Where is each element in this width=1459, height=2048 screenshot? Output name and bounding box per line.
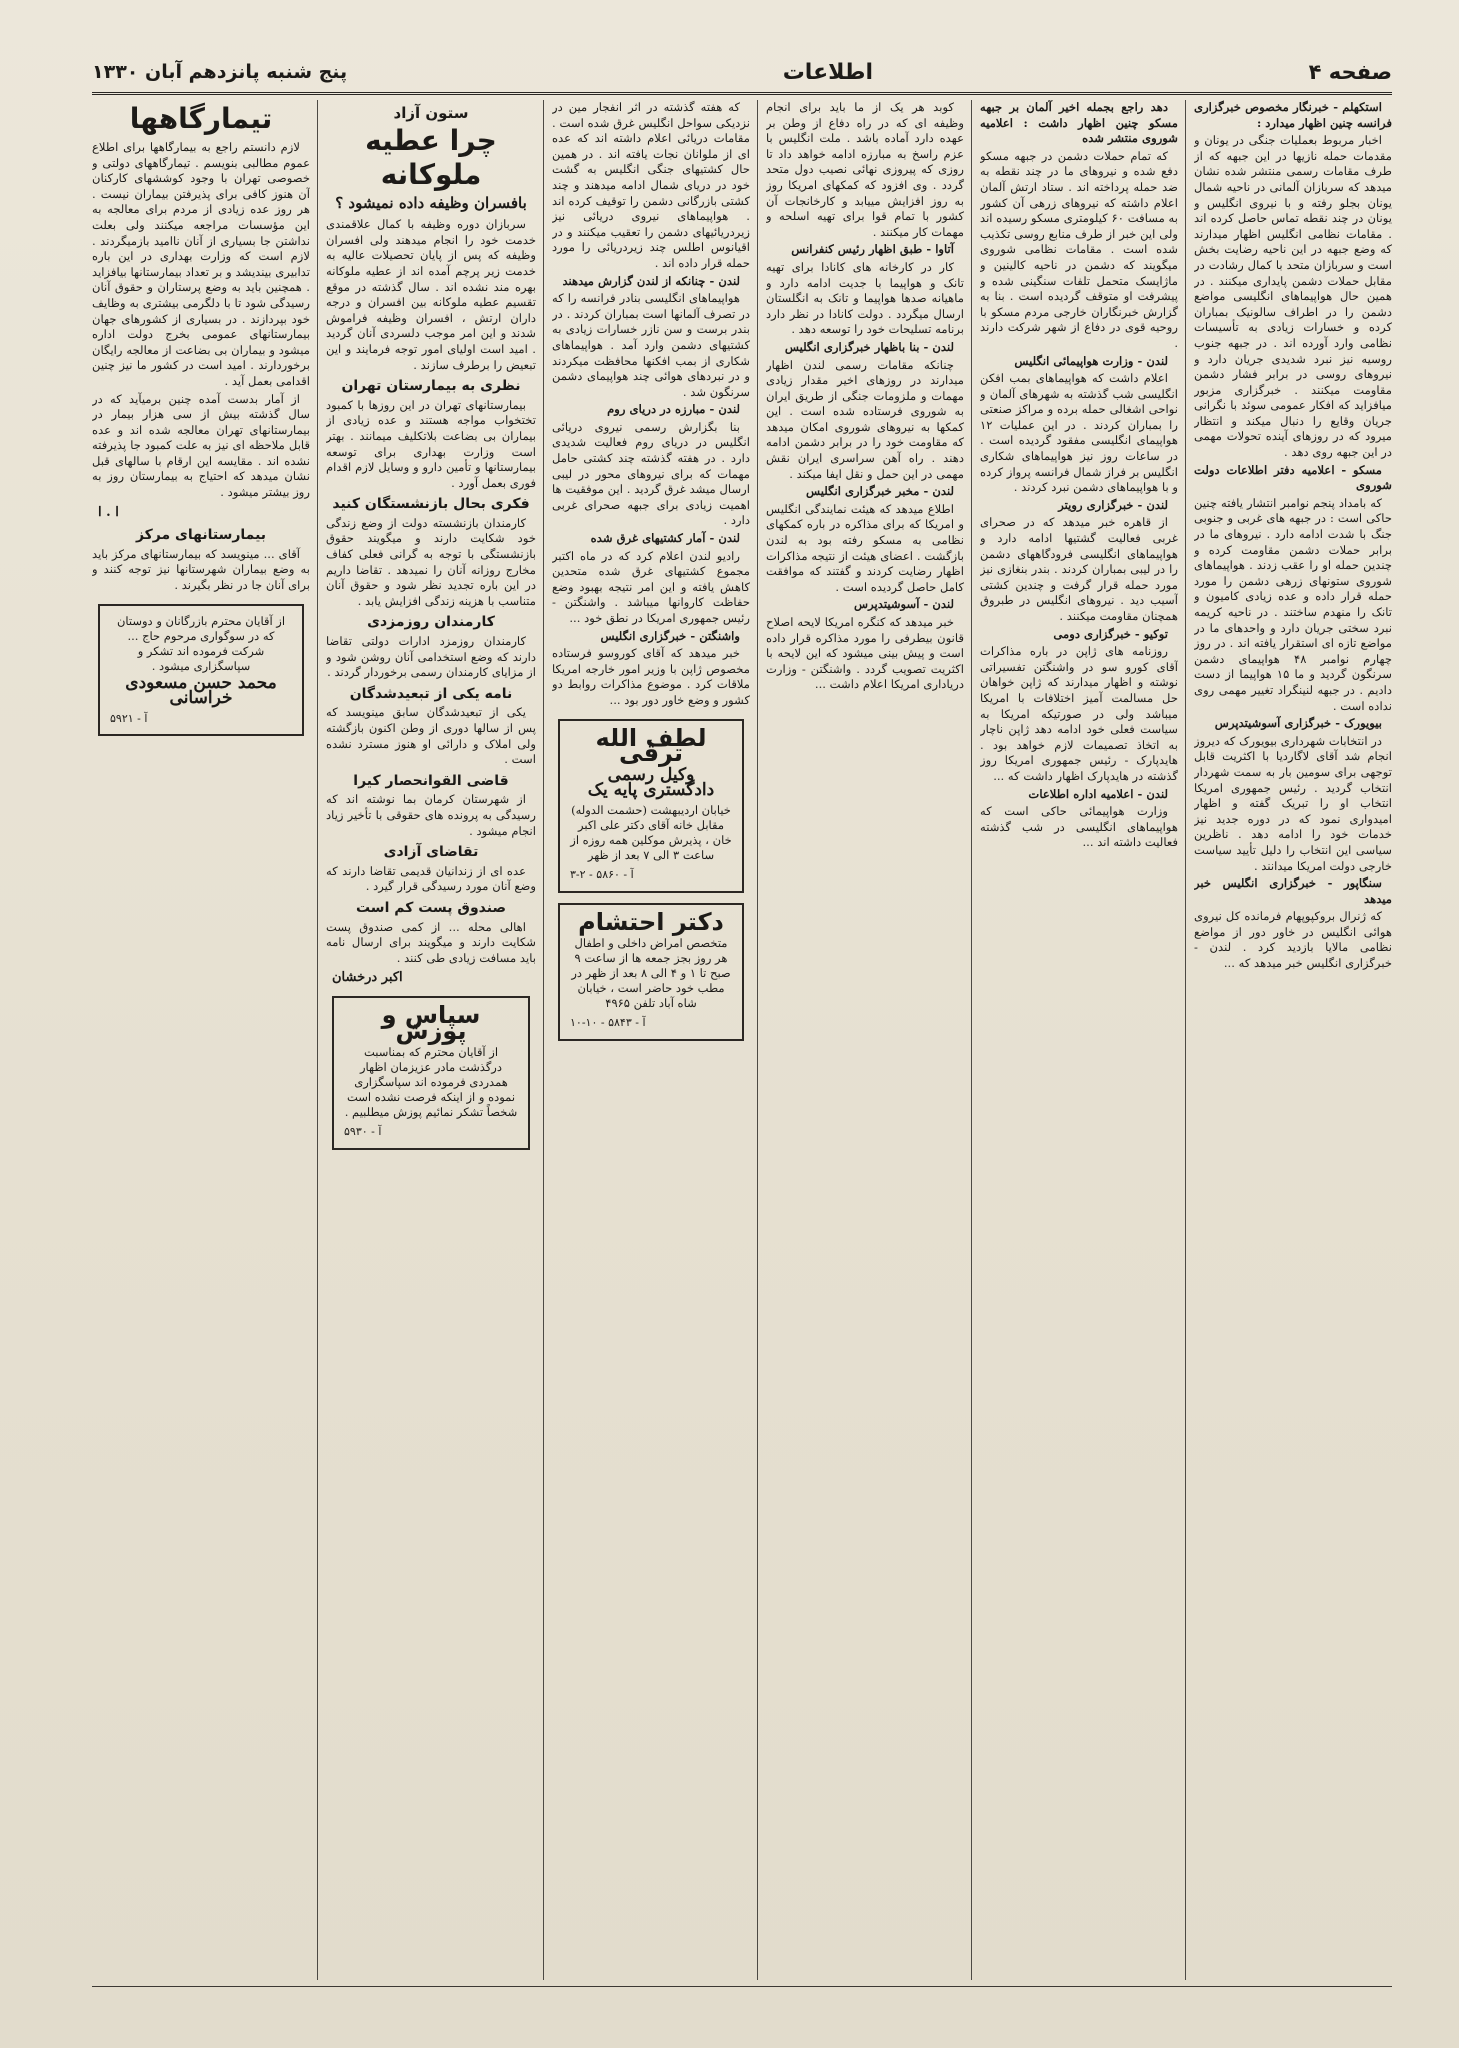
ad-reference: آ - ۵۸۶۰ - ۲-۳	[570, 867, 634, 881]
ad-reference: آ - ۵۹۳۰	[344, 1125, 382, 1139]
section-kicker: واشنگتن - خبرگزاری انگلیس	[600, 628, 740, 643]
lawyer-advertisement	[558, 719, 744, 893]
column-6	[92, 100, 310, 1980]
section-kicker: آتاوا - طبق اظهار رئیس کنفرانس	[791, 242, 954, 257]
section-body: که ژنرال بروکپوپهام فرمانده کل نیروی هوائی انگلیس در خاور دور از مواضع نظامی مالایا بازدید کرد . لندن - خبرگزاری انگلیس خبر میدهد که ...	[1194, 909, 1392, 971]
section-body: عده ای از زندانیان قدیمی تقاضا دارند که وضع آنان مورد رسیدگی قرار گیرد .	[326, 863, 536, 894]
section-heading: صندوق پست کم است	[355, 899, 506, 916]
ad-reference: آ - ۵۹۲۱	[110, 711, 148, 725]
section-body: چنانکه مقامات رسمی لندن اظهار میدارند در روزهای اخیر مقدار زیادی مهمات و ملزومات جنگی از طریق ایران به شوروی فرستاده شده است . این کمکها به نیروهای شوروی امکان میدهد که مقاومت خود را در برابر دشمن ادامه دهند . راه آهن سراسری ایران نقش مهمی در این حمل و نقل ایفا میکند .	[766, 357, 964, 481]
ad-body: متخصص امراض داخلی و اطفال هر روز بجز جمعه ها از ساعت ۹ صبح تا ۱ و ۴ الی ۸ بعد از ظهر در مطب خود حاضر است ، خیابان شاه آباد تلفن ۴۹۶۵	[571, 936, 731, 1011]
ad-title: لطف الله ترقی	[595, 723, 707, 768]
headline: تیمارگاهها	[129, 102, 273, 135]
section-body: در انتخابات شهرداری بیویورک که دیروز انجام شد آقای لاگاردیا با اکثریت قابل توجهی برای سومین بار به سمت شهردار انتخاب گردید . رئیس جمهوری امریکا انتخاب او را تبریک گفته و اظهار امیدواری نمود که در دوره جدید نیز خدمات خود را ادامه دهد . ناظرین سیاسی این انتخاب را دلیل تأیید سیاست خارجی دولت امریکا میدانند .	[1194, 733, 1392, 873]
section-kicker: لندن - آسوشیتدپرس	[853, 597, 954, 612]
section-kicker: سنگاپور - خبرگزاری انگلیس خبر میدهد	[1194, 876, 1392, 906]
section-body: وزارت هواپیمائی حاکی است که هواپیماهای انگلیسی در شب گذشته فعالیت داشته اند ...	[980, 804, 1178, 850]
section-kicker: لندن - مبارزه در دریای روم	[607, 402, 740, 417]
ad-signature: محمد حسن مسعودی خراسانی	[125, 672, 277, 709]
ad-title: دکتر احتشام	[578, 907, 724, 936]
section-body: خبر میدهد که آقای کوروسو فرستاده مخصوص ژاپن با وزیر امور خارجه امریکا ملاقات کرد . موضوع مذاکرات روابط دو کشور و وضع خاور دور بود ...	[552, 646, 750, 707]
section-kicker: لندن - بنا باظهار خبرگزاری انگلیس	[784, 339, 954, 354]
article-body: از آمار بدست آمده چنین برمیآید که در سال گذشته بیش از سی هزار بیمار در بیمارستانهای تهران معالجه شده اند و عده قابل ملاحظه ای نیز به علت کمبود جا پذیرفته نشده اند . مقایسه این ارقام با سالهای قبل نشان میدهد که احتیاج به بیمارستان روز به روز بیشتر میشود .	[92, 391, 310, 500]
section-body: بنا بگزارش رسمی نیروی دریائی انگلیس در دریای روم فعالیت شدیدی دارد . در هفته گذشته چند کشتی حامل مهمات که برای نیروهای محور در لیبی ارسال میشد غرق گردید . این موفقیت ها اهمیت زیادی برای جبهه صحرای غربی دارد .	[552, 419, 750, 528]
author-signature: اکبر درخشان	[332, 970, 403, 986]
headline: چرا عطیه ملوکانه	[365, 123, 497, 191]
issue-date: پنج شنبه پانزدهم آبان ۱۳۳۰	[92, 61, 348, 83]
column-rule	[757, 100, 758, 1980]
column-2	[980, 100, 1178, 1980]
section-heading: قاضی القوانحصار کیرا	[353, 772, 509, 789]
section-kicker: لندن - مخبر خبرگزاری انگلیس	[805, 484, 954, 499]
section-body: بیمارستانهای تهران در این روزها با کمبود تختخواب مواجه هستند و عده زیادی از بیماران بی بضاعت بلاتکلیف میمانند . بهتر است وزارت بهداری برای توسعه بیمارستانها و تأمین دارو و وسایل لازم اقدام فوری بعمل آورد .	[326, 397, 536, 490]
masthead	[92, 52, 1392, 95]
ad-title: سپاس و پوزش	[381, 1000, 481, 1045]
article-body: کوبد هر یک از ما باید برای انجام وظیفه ای که در راه دفاع از وطن بر عهده دارد آماده باشد . ملت انگلیس با عزم راسخ به مبارزه ادامه خواهد داد تا روزی که پیروزی نهائی نصیب دول متحد گردد . وی افزود که کمکهای امریکا روز به روز افزایش مییابد و کارخانجات آن کشور با تمام قوا برای تهیه اسلحه و مهمات کار میکنند .	[766, 100, 964, 239]
paper-name: اطلاعات	[782, 59, 874, 85]
ad-body: از آقایان محترم که بمناسبت درگذشت مادر عزیزمان اظهار همدردی فرموده اند سپاسگزاری نموده و از اینکه فرصت نشده است شخصاً تشکر نمائیم پوزش میطلبیم .	[344, 1045, 518, 1120]
ad-subtitle: وکیل رسمی دادگستری پایه یک	[587, 764, 715, 801]
article-body: لازم دانستم راجع به بیمارگاهها برای اطلاع عموم مطالبی بنویسم . تیمارگاههای دولتی و خصوصی تهران با وجود کوششهای کارکنان آن هنوز کافی برای پذیرفتن بیماران نیست . هر روز عده زیادی از مردم برای معالجه به این مؤسسات مراجعه میکنند ولی بعلت نداشتن جا بسیاری از آنان ناامید بازمیگردند . لازم است که وزارت بهداری در این باره تدابیری بیندیشد و بر تعداد بیمارستانها بیافزاید . همچنین باید به وضع پرستاران و حقوق آنان رسیدگی شود تا با دلگرمی بیشتری به وظایف خود بپردازند . در بسیاری از کشورهای جهان بیمارستانهای عمومی بخرج دولت اداره میشود و بیماران بی بضاعت از معالجه رایگان برخوردارند . امید است در کشور ما نیز چنین اقدامی بعمل آید .	[92, 140, 310, 388]
section-heading: نامه یکی از تبعیدشدگان	[349, 685, 513, 702]
column-rule	[317, 100, 318, 1980]
author-signature: ا . ا	[98, 504, 119, 520]
column-3	[766, 100, 964, 1980]
section-heading: کارمندان روزمزدی	[367, 614, 495, 631]
section-body: رادیو لندن اعلام کرد که در ماه اکتبر مجموع کشتیهای غرق شده متحدین کاهش یافته و این امر نتیجه بهبود وضع حفاظت کاروانها میباشد . واشنگتن - رئیس جمهوری امریکا در نطق خود ...	[552, 548, 750, 625]
section-heading: فکری بحال بازنشستگان کنید	[332, 496, 530, 513]
section-body: کارمندان بازنشسته دولت از وضع زندگی خود شکایت دارند و میگویند حقوق بازنشستگی با توجه به گرانی فعلی کفاف مخارج روزانه آنان را نمیدهد . تقاضا داریم در این باره تجدید نظر شود و حقوق آنان متناسب با هزینه زندگی افزایش یابد .	[326, 515, 536, 608]
section-body: از قاهره خبر میدهد که در صحرای غربی فعالیت گشتیها ادامه دارد و هواپیماهای انگلیسی فرودگاههای دشمن را در لیبی بمباران کردند . بندر بنغازی نیز مورد حمله قرار گرفت و چندین کشتی آسیب دید . نیروهای انگلیس در طبروق همچنان مقاومت میکنند .	[980, 515, 1178, 623]
section-kicker: لندن - خبرگزاری رویتر	[1058, 497, 1168, 512]
section-body: کارمندان روزمزد ادارات دولتی تقاضا دارند که وضع استخدامی آنان روشن شود و از مزایای کارمندان رسمی برخوردار گردند .	[326, 634, 536, 680]
column-label: ستون آزاد	[393, 104, 469, 122]
column-rule	[1185, 100, 1186, 1980]
page-bottom-rule	[92, 1986, 1392, 1987]
section-body: اطلاع میدهد که هیئت نمایندگی انگلیس و امریکا که برای مذاکره در باره کمکهای نظامی به مسکو رفته بود به لندن بازگشت . اعضای هیئت از نتیجه مذاکرات اظهار رضایت کردند و گفتند که موافقت کامل حاصل گردیده است .	[766, 501, 964, 594]
section-body: هواپیماهای انگلیسی بنادر فرانسه را که در تصرف آلمانها است بمباران کردند . در بندر برست و سن نازر خسارات زیادی به کشتیهای دشمن وارد آمد . هواپیماهای شکاری از بمب افکنها محافظت میکردند و در نبردهای هوائی چند هواپیمای دشمن سرنگون شد .	[552, 291, 750, 399]
section-kicker: لندن - چنانکه از لندن گزارش میدهند	[562, 273, 740, 288]
article-body: سربازان دوره وظیفه با کمال علاقمندی خدمت خود را انجام میدهند ولی افسران وظیفه که پس از پایان تحصیلات عالیه به خدمت زیر پرچم آمده اند از عطیه ملوکانه بهره مند نشده اند . سال گذشته در موقع تقسیم عطیه ملوکانه بین افسران و درجه داران ارتش ، افسران وظیفه فراموش شدند و این امر موجب دلسردی آنان گردید . امید است اولیای امور توجه فرمایند و این تبعیض را برطرف سازند .	[326, 217, 536, 372]
doctor-advertisement	[558, 903, 744, 1041]
column-4	[552, 100, 750, 1980]
section-body: یکی از تبعیدشدگان سابق مینویسد که پس از سالها دوری از وطن اکنون بازگشته ولی املاک و دارائی او هنوز مسترد نشده است .	[326, 705, 536, 767]
section-heading: نظری به بیمارستان تهران	[341, 378, 521, 395]
section-kicker: لندن - وزارت هواپیمائی انگلیس	[1014, 353, 1168, 368]
column-rule	[543, 100, 544, 1980]
section-kicker: مسکو - اعلامیه دفتر اطلاعات دولت شوروی	[1194, 462, 1392, 493]
page-number: صفحه ۴	[1308, 60, 1392, 84]
article-body: که هفته گذشته در اثر انفجار مین در نزدیکی سواحل انگلیس غرق شده است . مقامات دریائی اعلام داشته اند که عده ای از ملوانان نجات یافته اند . در همین حال کشتیهای جنگی انگلیس به گشت خود در دریای شمال ادامه میدهند و چند کشتی بازرگانی دشمن را توقیف کرده اند . هواپیماهای نیروی دریائی نیز زیردریائیهای دشمن را تعقیب میکنند و در اقیانوس اطلس چند زیردریائی را مورد حمله قرار داده اند .	[552, 100, 750, 270]
article-body: که تمام حملات دشمن در جبهه مسکو دفع شده و نیروهای ما در چند نقطه به ضد حمله پرداخته اند . ستاد ارتش آلمان اعلام داشته که نیروهای زرهی آن کشور به مسافت ۶۰ کیلومتری مسکو رسیده اند ولی این خبر از طرف منابع روسی تکذیب شده است . مقامات نظامی شوروی میگویند که دشمن در ناحیه کالینین و ماژایسک متحمل تلفات سنگینی شده و پیشرفت او متوقف گردیده است . بنا به گزارش خبرنگاران خارجی مردم مسکو با روحیه قوی در دفاع از شهر شرکت دارند .	[980, 148, 1178, 350]
section-body: کار در کارخانه های کانادا برای تهیه تانک و هواپیما با جدیت ادامه دارد و ماهیانه صدها هواپیما و تانک به انگلستان ارسال میگردد . دولت کانادا در نظر دارد برنامه تسلیحات خود را توسعه دهد .	[766, 259, 964, 337]
section-heading: تقاضای آزادی	[383, 844, 479, 861]
subheadline: بافسران وظیفه داده نمیشود ؟	[335, 193, 527, 212]
column-1	[1194, 100, 1392, 1980]
section-body: آقای ... مینویسد که بیمارستانهای مرکز باید به وضع بیماران شهرستانها نیز توجه کنند و برای آنان جا در نظر بگیرند .	[92, 546, 310, 593]
section-kicker: لندن - اعلامیه اداره اطلاعات	[1028, 786, 1168, 801]
section-body: اهالی محله ... از کمی صندوق پست شکایت دارند و میگویند برای ارسال نامه باید مسافت زیادی طی کنند .	[326, 919, 536, 965]
article-lead: دهد راجع بجمله اخیر آلمان بر جبهه مسکو چنین اظهار داشت : اعلامیه شوروی منتشر شده	[980, 100, 1178, 146]
section-body: که بامداد پنجم نوامبر انتشار یافته چنین حاکی است : در جبهه های غربی و جنوبی جنگ با شدت ادامه دارد . نیروهای ما در برابر حملات دشمن مقاومت کرده و چندین حمله او را عقب زدند . هواپیماهای شوروی ستونهای زرهی دشمن را مورد حمله قرار داده و عده زیادی کامیون و تانک را منهدم ساختند . در ناحیه کریمه نبرد سختی جریان دارد و واحدهای ما در مواضع تازه ای استقرار یافته اند . در روز چهارم نوامبر ۴۸ هواپیمای دشمن سرنگون گردید و ما ۱۵ هواپیما از دست دادیم . در جبهه لنینگراد تغییر مهمی روی نداده است .	[1194, 495, 1392, 713]
ad-body: از آقایان محترم بازرگانان و دوستان که در سوگواری مرحوم حاج ... شرکت فرموده اند تشکر و سپاسگزاری میشود .	[116, 613, 286, 673]
section-body: اعلام داشت که هواپیماهای بمب افکن انگلیسی شب گذشته به شهرهای آلمان و نواحی اشغالی حمله برده و مراکز صنعتی را بمباران کردند . در این عملیات ۱۲ هواپیمای انگلیسی مفقود گردیده است . در ساعات روز نیز هواپیماهای شکاری انگلیس بر فراز شمال فرانسه پرواز کرده و با هواپیماهای دشمن نبرد کردند .	[980, 371, 1178, 495]
section-body: خبر میدهد که کنگره امریکا لایحه اصلاح قانون بیطرفی را مورد مذاکره قرار داده است و پیش بینی میشود که این لایحه با اکثریت تصویب گردد . واشنگتن - وزارت دریاداری امریکا اعلام داشت ...	[766, 615, 964, 692]
section-body: روزنامه های ژاپن در باره مذاکرات آقای کورو سو در واشنگتن تفسیراتی نوشته و اظهار میدارند که ژاپن خواهان حل مسالمت آمیز اختلافات با امریکا میباشد ولی در صورتیکه امریکا به سیاست فعلی خود ادامه دهد ژاپن ناچار به اتخاذ تصمیمات لازم خواهد بود . هایدپارک - رئیس جمهوری امریکا روز گذشته در هایدپارک اظهار داشت که ...	[980, 644, 1178, 783]
condolence-advertisement	[98, 604, 304, 737]
section-heading: بیمارستانهای مرکز	[135, 527, 267, 544]
section-kicker: بیویورک - خبرگزاری آسوشیتدپرس	[1214, 716, 1382, 731]
section-body: از شهرستان کرمان بما نوشته اند که رسیدگی به پرونده های حقوقی با تأخیر زیاد انجام میشود .	[326, 792, 536, 838]
column-5	[326, 100, 536, 1980]
article-lead: استکهلم - خبرنگار مخصوص خبرگزاری فرانسه چنین اظهار میدارد :	[1194, 100, 1392, 130]
article-body: اخبار مربوط بعملیات جنگی در یونان و مقدمات حمله نازیها در این جبهه که از طرف مقامات رسمی منتشر شده نشان میدهد که سربازان آلمانی در ناحیه شمال یونان بجلو رفته و با نیروی انگلیس و یونان در چند نقطه تماس حاصل کرده اند . مقامات نظامی انگلیس اظهار میدارند که وضع جبهه در این ناحیه رضایت بخش است و سربازان متحد با کمال رشادت در مقابل حملات دشمن پایداری میکنند . در همین حال هواپیماهای انگلیسی مواضع دشمن را در اطراف سالونیک بمباران کرده و خسارات زیادی به تأسیسات نظامی وارد آورده اند . در جبهه جنوب روسیه نیز نبرد شدیدی جریان دارد و نیروهای روسی در برابر فشار دشمن مقاومت میکنند . خبرگزاری مزبور میافزاید که افکار عمومی سوئد با نگرانی جریان وقایع را دنبال میکند و انتظار میرود که در روزهای آینده تحولات مهمی در این جبهه روی دهد .	[1194, 133, 1392, 460]
ad-reference: آ - ۵۸۴۳ - ۱۰-۱۰	[570, 1016, 646, 1030]
ad-body: خیابان اردیبهشت (حشمت الدوله) مقابل خانه آقای دکتر علی اکبر خان ، پذیرش موکلین همه روزه از ساعت ۳ الی ۷ بعد از ظهر	[570, 802, 732, 862]
thanks-advertisement	[332, 996, 530, 1150]
column-rule	[971, 100, 972, 1980]
section-kicker: توکیو - خبرگزاری دومی	[1053, 626, 1168, 641]
section-kicker: لندن - آمار کشتیهای غرق شده	[590, 531, 740, 546]
columns-area	[92, 100, 1392, 1980]
